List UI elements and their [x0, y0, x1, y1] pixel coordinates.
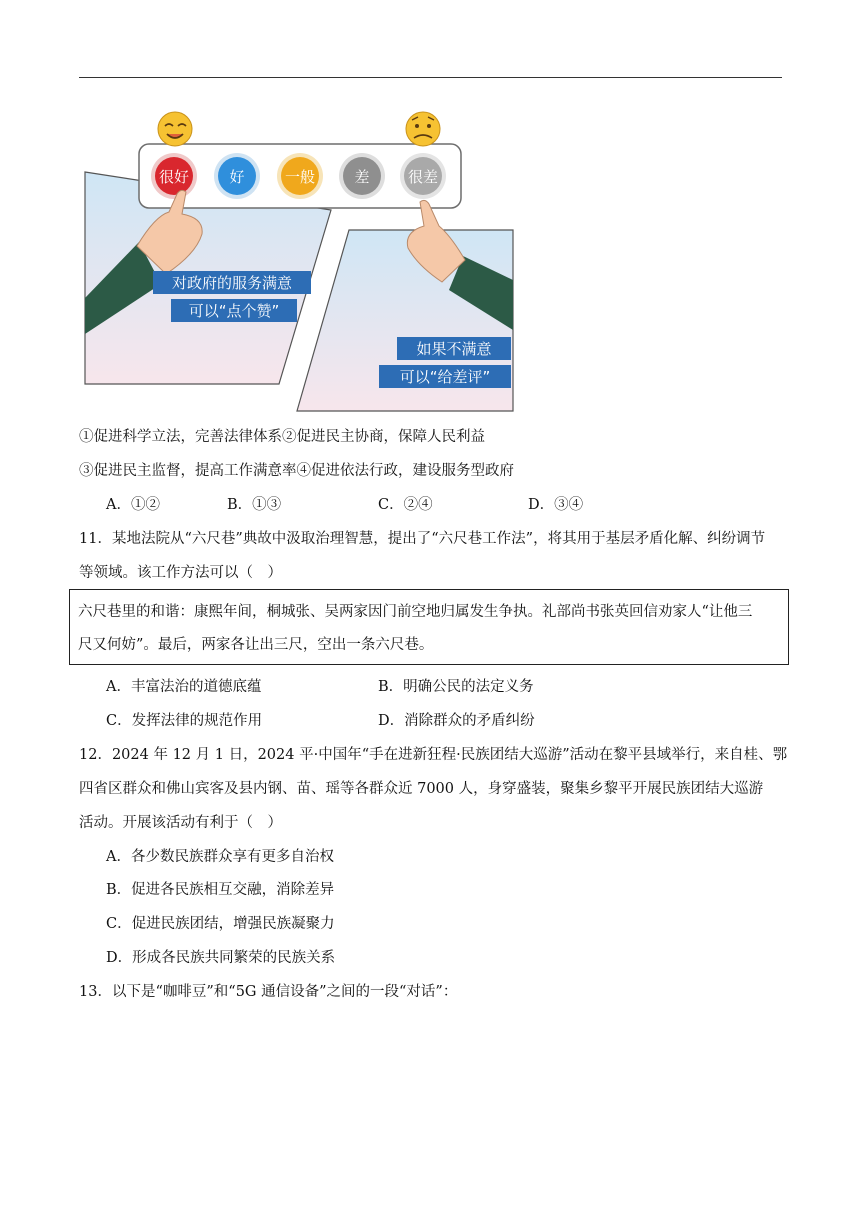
q10-option-c[interactable]: C．②④ — [378, 497, 433, 513]
svg-text:好: 好 — [229, 168, 245, 186]
q10-option-a[interactable]: A．①② — [106, 497, 160, 513]
svg-text:很差: 很差 — [407, 168, 439, 186]
caption-right-line-1: 如果不满意 — [416, 340, 492, 358]
worried-face-icon — [406, 112, 440, 146]
rating-button-average[interactable] — [277, 153, 323, 199]
q13-stem-line-1: 13．以下是“咖啡豆”和“5G 通信设备”之间的一段“对话”： — [79, 984, 458, 1000]
header-rule — [79, 77, 782, 78]
q11-material-line-2: 尺又何妨”。最后，两家各让出三尺，空出一条六尺巷。 — [78, 637, 434, 653]
q12-option-a[interactable]: A．各少数民族群众享有更多自治权 — [106, 849, 334, 865]
service-rating-illustration — [79, 108, 519, 418]
rating-button-very-poor[interactable] — [400, 153, 446, 199]
svg-text:差: 差 — [354, 168, 370, 186]
svg-text:一般: 一般 — [284, 168, 316, 186]
q12-stem-line-3: 活动。开展该活动有利于（ ） — [79, 815, 282, 831]
q10-option-d[interactable]: D．③④ — [528, 497, 584, 513]
q11-material-line-1: 六尺巷里的和谐：康熙年间，桐城张、吴两家因门前空地归属发生争执。礼部尚书张英回信劝家人“让他三 — [78, 604, 753, 620]
q11-stem-line-1: 11．某地法院从“六尺巷”典故中汲取治理智慧，提出了“六尺巷工作法”，将其用于基层矛盾化解、纠纷调节 — [79, 531, 766, 547]
q11-option-c[interactable]: C．发挥法律的规范作用 — [106, 713, 263, 729]
q12-option-b[interactable]: B．促进各民族相互交融，消除差异 — [106, 882, 335, 898]
q11-option-a[interactable]: A．丰富法治的道德底蕴 — [106, 679, 262, 695]
rating-button-good[interactable] — [214, 153, 260, 199]
q11-option-d[interactable]: D．消除群众的矛盾纠纷 — [378, 713, 535, 729]
caption-right-line-2: 可以“给差评” — [399, 368, 491, 386]
smile-face-icon — [158, 112, 192, 146]
q10-option-b[interactable]: B．①③ — [227, 497, 282, 513]
q11-stem-line-2: 等领域。该工作方法可以（ ） — [79, 565, 282, 581]
caption-left-line-2: 可以“点个赞” — [188, 302, 280, 320]
q12-stem-line-1: 12．2024 年 12 月 1 日，2024 平·中国年“手在进新狂程·民族团结大巡游”活动在黎平县域举行，来自桂、鄂 — [79, 747, 788, 763]
q12-stem-line-2: 四省区群众和佛山宾客及县内钢、苗、瑶等各群众近 7000 人，身穿盛装，聚集乡黎平开展民族团结大巡游 — [79, 781, 764, 797]
q10-statement-2: ③促进民主监督，提高工作满意率④促进依法行政，建设服务型政府 — [79, 463, 514, 479]
q12-option-d[interactable]: D．形成各民族共同繁荣的民族关系 — [106, 950, 336, 966]
q10-statement-1: ①促进科学立法，完善法律体系②促进民主协商，保障人民利益 — [79, 429, 485, 445]
rating-button-very-good[interactable] — [151, 153, 197, 199]
caption-left-line-1: 对政府的服务满意 — [171, 274, 293, 292]
q12-option-c[interactable]: C．促进民族团结，增强民族凝聚力 — [106, 916, 335, 932]
q11-option-b[interactable]: B．明确公民的法定义务 — [378, 679, 534, 695]
rating-button-poor[interactable] — [339, 153, 385, 199]
svg-text:很好: 很好 — [158, 168, 190, 186]
